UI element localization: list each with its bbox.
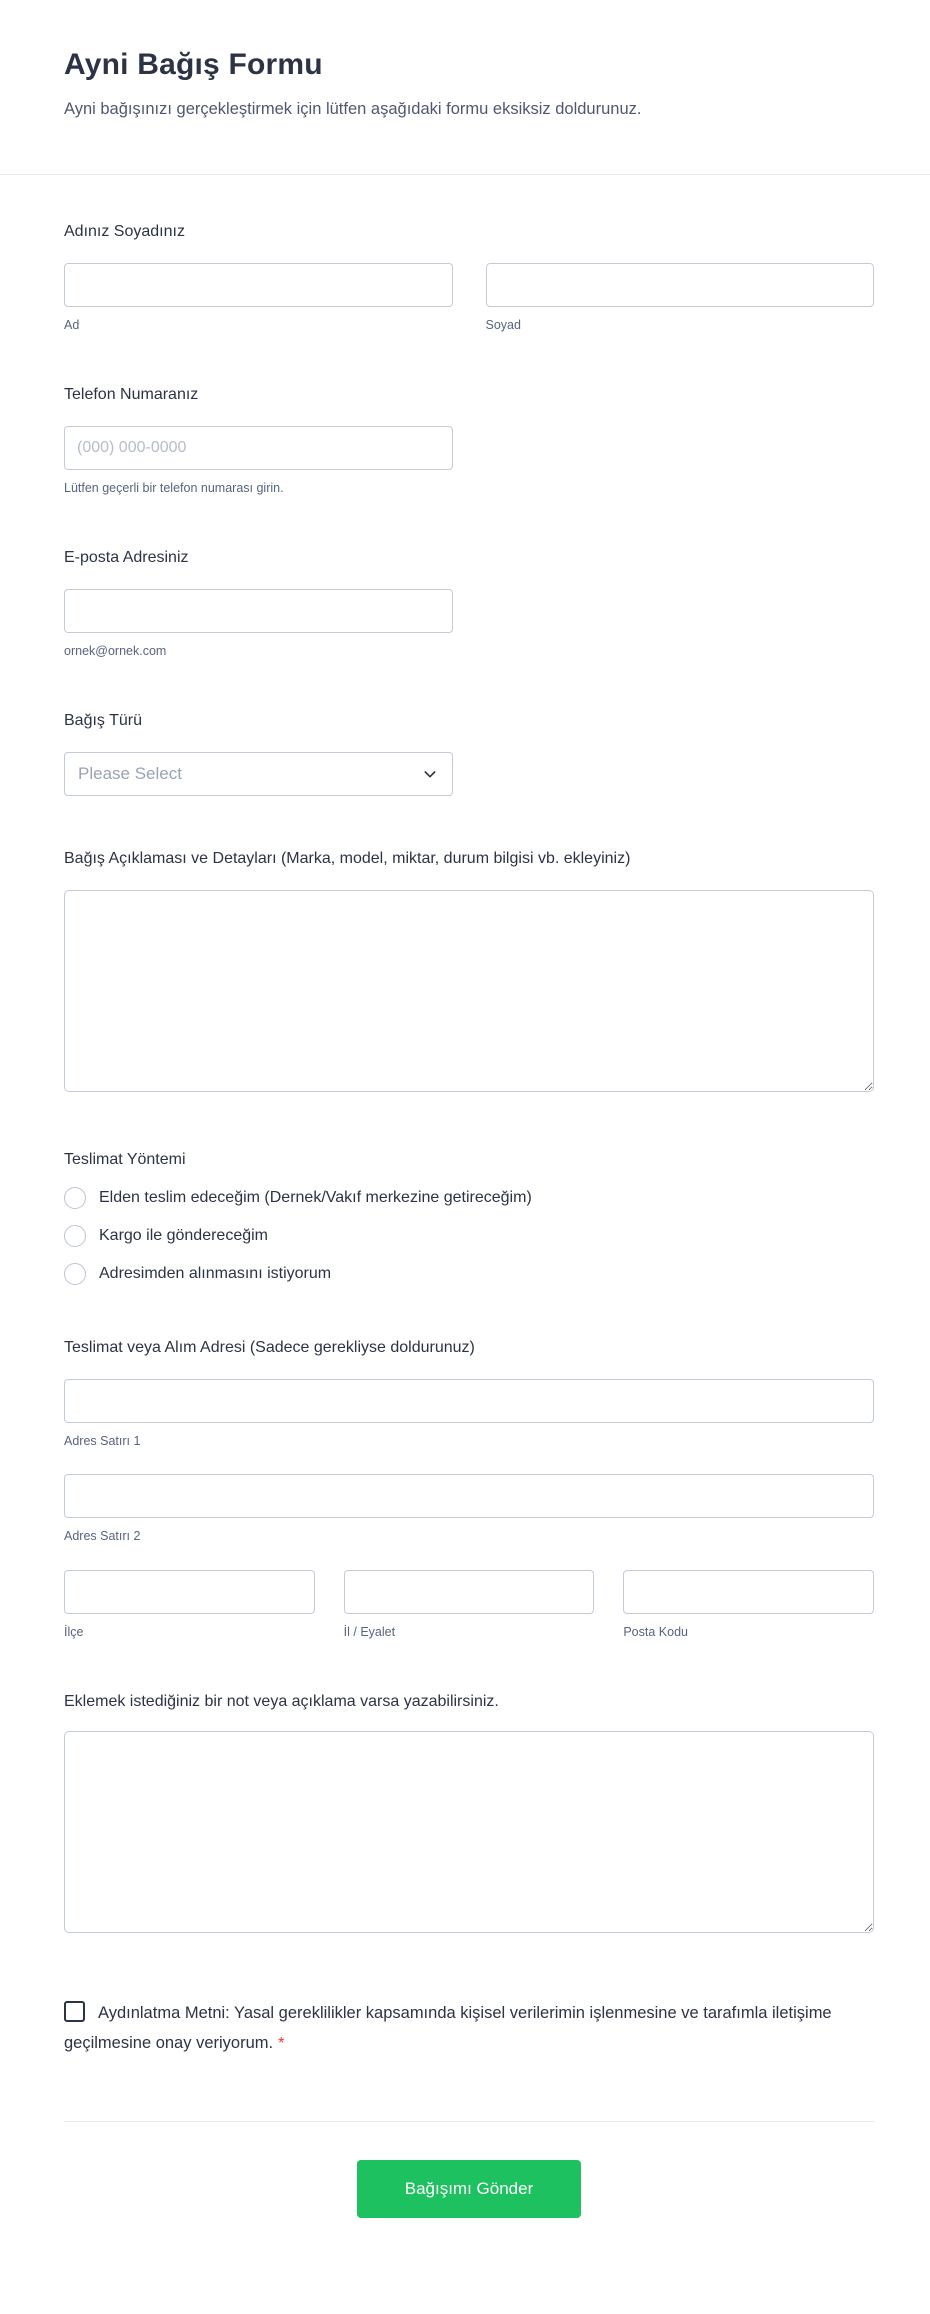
phone-label: Telefon Numaranız (64, 385, 199, 403)
first-name-sublabel: Ad (64, 317, 80, 332)
city-sublabel: İlçe (64, 1624, 84, 1639)
required-asterisk: * (278, 2034, 285, 2052)
field-donation-type (64, 712, 874, 796)
delivery-option-cargo-label[interactable]: Kargo ile göndereceğim (99, 1226, 268, 1244)
note-textarea[interactable] (64, 1731, 874, 1933)
description-textarea[interactable] (64, 890, 874, 1092)
consent-text[interactable]: Aydınlatma Metni: Yasal gereklilikler kapsamında kişisel verilerimin işlenmesine ve tarafımla iletişime geçilmesine onay veriyorum. (64, 2003, 832, 2052)
delivery-option-pickup-label[interactable]: Adresimden alınmasını istiyorum (99, 1264, 332, 1282)
field-description (64, 850, 874, 1097)
email-input[interactable] (64, 589, 453, 633)
form-body (0, 175, 930, 2269)
submit-button[interactable]: Bağışımı Gönder (357, 2160, 581, 2218)
field-delivery-method (64, 1151, 874, 1285)
radio-button-icon[interactable] (64, 1263, 86, 1285)
field-fullname (64, 223, 874, 332)
address-line2-sublabel: Adres Satırı 2 (64, 1528, 141, 1543)
delivery-option-hand-label[interactable]: Elden teslim edeceğim (Dernek/Vakıf merkezine getireceğim) (99, 1188, 532, 1206)
address-line1-input[interactable] (64, 1379, 874, 1423)
form-footer (64, 2121, 874, 2269)
address-line1-sublabel: Adres Satırı 1 (64, 1433, 141, 1448)
delivery-option-hand[interactable] (64, 1187, 874, 1209)
radio-button-icon[interactable] (64, 1187, 86, 1209)
last-name-sublabel: Soyad (485, 317, 521, 332)
field-address (64, 1339, 874, 1639)
city-input[interactable] (64, 1570, 315, 1614)
postal-code-sublabel: Posta Kodu (623, 1624, 688, 1639)
email-sublabel: ornek@ornek.com (64, 643, 167, 658)
postal-code-input[interactable] (623, 1570, 874, 1614)
consent-row[interactable] (64, 1998, 874, 2059)
field-email (64, 549, 874, 658)
chevron-down-icon (421, 765, 439, 783)
page-title: Ayni Bağış Formu (64, 48, 323, 81)
delivery-option-pickup[interactable] (64, 1263, 874, 1285)
address-label: Teslimat veya Alım Adresi (Sadece gerekliyse doldurunuz) (64, 1338, 475, 1356)
radio-button-icon[interactable] (64, 1225, 86, 1247)
phone-helper-text: Lütfen geçerli bir telefon numarası girin. (64, 480, 284, 495)
delivery-option-cargo[interactable] (64, 1225, 874, 1247)
description-label: Bağış Açıklaması ve Detayları (Marka, model, miktar, durum bilgisi vb. ekleyiniz) (64, 849, 631, 867)
checkbox-icon[interactable] (64, 2001, 85, 2022)
note-label: Eklemek istediğiniz bir not veya açıklama varsa yazabilirsiniz. (64, 1692, 499, 1710)
form-header (0, 0, 930, 175)
state-input[interactable] (344, 1570, 595, 1614)
delivery-method-label: Teslimat Yöntemi (64, 1150, 186, 1168)
donation-type-select[interactable] (64, 752, 453, 796)
email-label: E-posta Adresiniz (64, 548, 189, 566)
phone-input[interactable] (64, 426, 453, 470)
page-subtitle: Ayni bağışınızı gerçekleştirmek için lütfen aşağıdaki formu eksiksiz doldurunuz. (64, 100, 642, 118)
field-phone (64, 386, 874, 495)
address-line2-input[interactable] (64, 1474, 874, 1518)
donation-type-label: Bağış Türü (64, 711, 142, 729)
field-consent (64, 1998, 874, 2059)
field-note (64, 1693, 874, 1938)
state-sublabel: İl / Eyalet (343, 1624, 396, 1639)
donation-type-selected-value: Please Select (78, 763, 182, 783)
first-name-input[interactable] (64, 263, 453, 307)
fullname-label: Adınız Soyadınız (64, 222, 185, 240)
last-name-input[interactable] (486, 263, 875, 307)
